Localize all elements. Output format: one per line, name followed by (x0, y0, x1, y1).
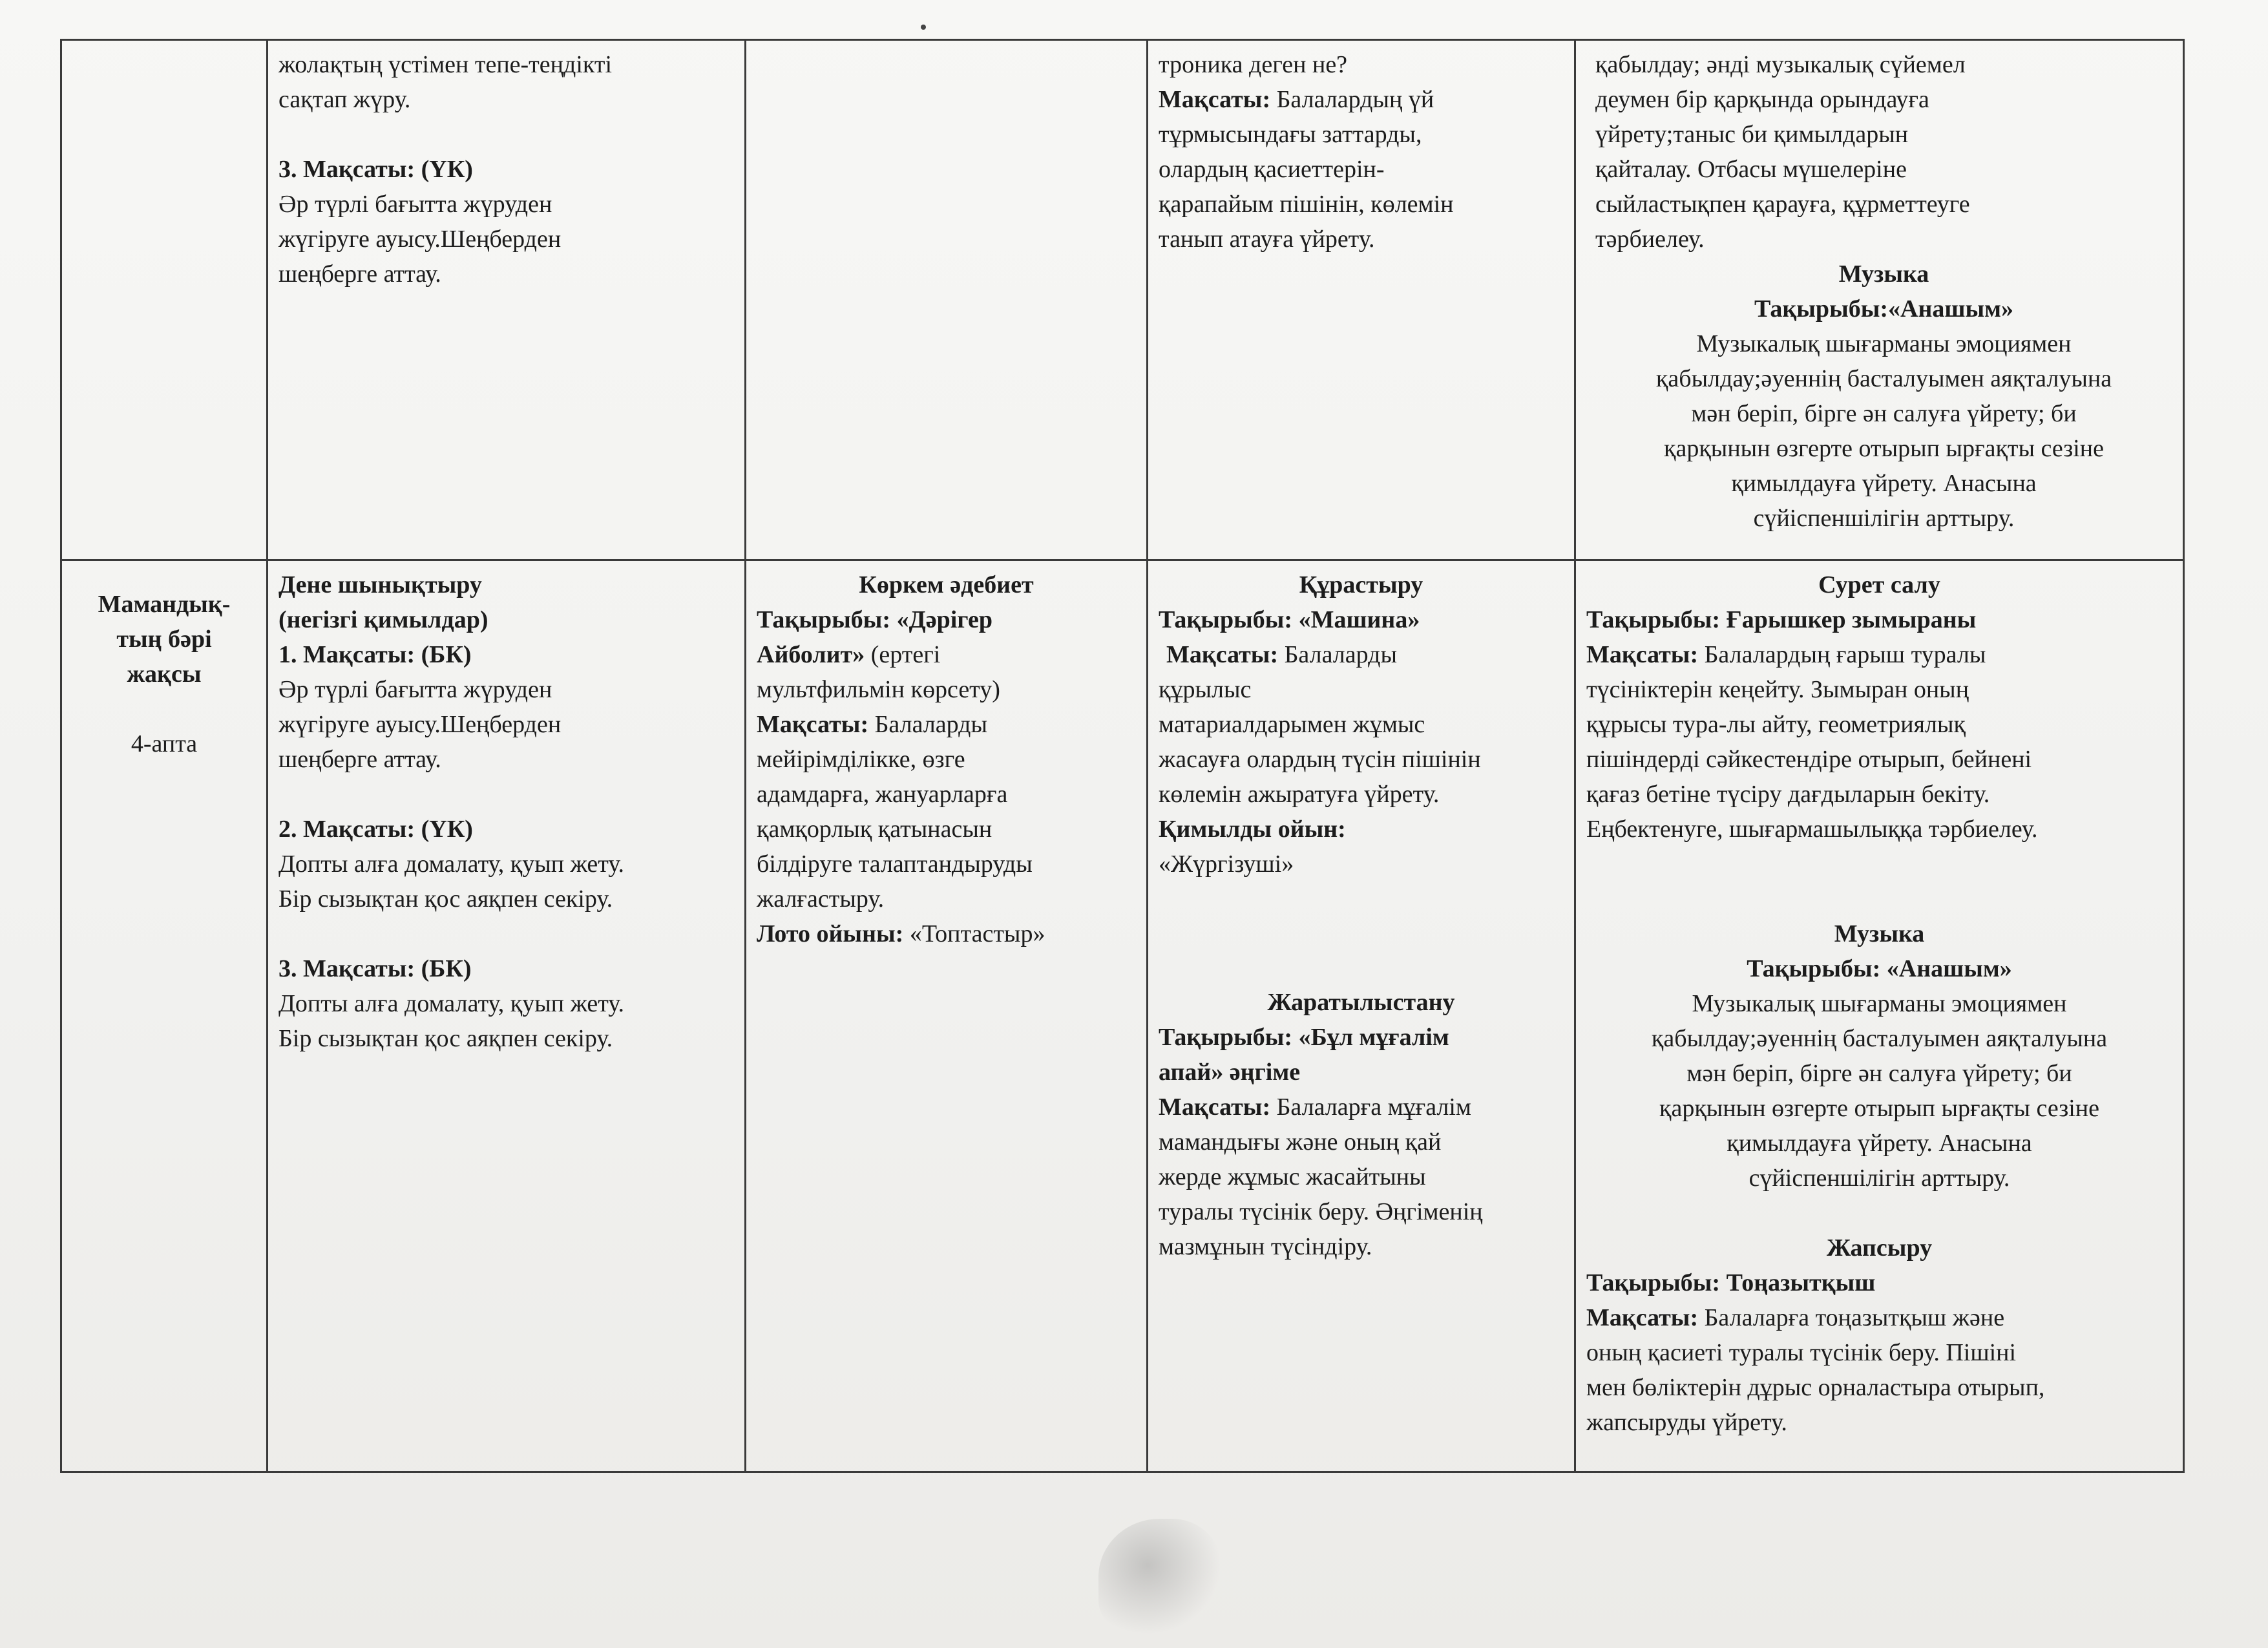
table-row (61, 40, 2184, 560)
week-topic-cell (61, 40, 268, 560)
week-theme-line: жақсы (127, 660, 202, 688)
scan-smudge (1098, 1519, 1221, 1635)
text-line: Музыкалық шығарманы эмоциямен (1696, 330, 2072, 357)
text-line: мен бөліктерін дұрыс орналастыра отырып, (1586, 1374, 2045, 1401)
goal-text: Балаларды (1278, 641, 1397, 668)
text-line: қағаз бетіне түсіру дағдыларын бекіту. (1586, 781, 1990, 808)
text-line: қимылдауға үйрету. Анасына (1727, 1130, 2032, 1157)
text-line: Әр түрлі бағытта жүруден (278, 191, 552, 218)
text-line: Музыкалық шығарманы эмоциямен (1692, 990, 2067, 1017)
text-line: мейірімділікке, өзге (757, 746, 965, 773)
goal-line (1159, 1090, 1564, 1125)
subject-heading: Жаратылыстану (1267, 989, 1455, 1016)
text-line: деумен бір қарқында орындауға (1595, 86, 1929, 113)
game-line (757, 916, 1136, 951)
text-line: қайталау. Отбасы мүшелеріне (1595, 156, 1907, 183)
goal-line (1159, 637, 1564, 672)
text-line: білдіруге талаптандыруды (757, 850, 1033, 878)
goal-label: Мақсаты: (1586, 641, 1699, 668)
goal-text: Балаларға тоңазытқыш және (1698, 1304, 2005, 1331)
topic-line: Тақырыбы: «Бұл мұғалім (1159, 1024, 1449, 1051)
goal-line (1586, 637, 2172, 672)
applique-heading: Жапсыру (1826, 1234, 1933, 1262)
goal-label: Мақсаты: (1159, 86, 1271, 113)
text-line: сүйіспеншілігін арттыру. (1753, 505, 2015, 532)
text-line: қарапайым пішінін, көлемін (1159, 191, 1454, 218)
weekly-plan-table (60, 39, 2185, 1473)
text-line: Допты алға домалату, қуып жету. (278, 990, 625, 1017)
text-line: оның қасиеті туралы түсінік беру. Пішіні (1586, 1339, 2017, 1366)
subject-subheading: (негізгі қимылдар) (278, 606, 488, 633)
text-line: жерде жұмыс жасайтыны (1159, 1163, 1426, 1190)
topic-line (757, 637, 1136, 672)
topic-line: Тақырыбы: Тоңазытқыш (1586, 1269, 1876, 1296)
text-line: қарқынын өзгерте отырып ырғақты сезіне (1664, 435, 2104, 462)
text-line: қамқорлық қатынасын (757, 816, 992, 843)
goal-text: Балаларды (868, 711, 987, 738)
text-line: тұрмысындағы заттарды, (1159, 121, 1422, 148)
topic-line: Тақырыбы: Ғарышкер зымыраны (1586, 606, 1977, 633)
text-line: Еңбектенуге, шығармашылыққа тәрбиелеу. (1586, 816, 2038, 843)
topic-line: Тақырыбы: «Дәрігер (757, 606, 993, 633)
text-line: қабылдау;әуеннің басталуымен аяқталуына (1651, 1025, 2108, 1052)
text-line: адамдарға, жануарларға (757, 781, 1008, 808)
text-line: қарқынын өзгерте отырып ырғақты сезіне (1659, 1095, 2099, 1122)
text-line: мазмұнын түсіндіру. (1159, 1233, 1372, 1260)
week-theme-line: тың бәрі (116, 626, 212, 653)
text-line: жалғастыру. (757, 885, 885, 913)
text-line: үйрету;таныс би қимылдарын (1595, 121, 1909, 148)
goal-text: Балалардың ғарыш туралы (1698, 641, 1986, 668)
text-line: сақтап жүру. (278, 86, 411, 113)
week-number: 4-апта (131, 730, 198, 757)
goal-label: Мақсаты: (1166, 641, 1279, 668)
text-line: көлемін ажыратуға үйрету. (1159, 781, 1440, 808)
text-line: жүгіруге ауысу.Шеңберден (278, 711, 562, 738)
table-row (61, 560, 2184, 1472)
text-line: қабылдау; әнді музыкалық сүйемел (1595, 51, 1966, 78)
goal-label: Мақсаты: (1159, 1093, 1271, 1121)
topic-line: апай» әңгіме (1159, 1059, 1301, 1086)
text-line: жапсыруды үйрету. (1586, 1409, 1787, 1436)
physical-education-cell (268, 560, 746, 1472)
text-line: сүйіспеншілігін арттыру. (1748, 1165, 2010, 1192)
text-line: олардың қасиеттерін- (1159, 156, 1385, 183)
text-line: түсініктерін кеңейту. Зымыран оның (1586, 676, 1969, 703)
text-line: троника деген не? (1159, 51, 1348, 78)
goal-line (1159, 82, 1564, 117)
topic-line: Тақырыбы: «Машина» (1159, 606, 1420, 633)
goal-title: 1. Мақсаты: (БК) (278, 641, 472, 668)
text-line: мән беріп, бірге ән салуға үйрету; би (1691, 400, 2077, 427)
text-line: сыйластықпен қарауға, құрметтеуге (1595, 191, 1970, 218)
scan-speck (921, 25, 926, 30)
text-line: жолақтың үстімен тепе-теңдікті (278, 51, 613, 78)
goal-text: Балаларға мұғалім (1270, 1093, 1471, 1121)
goal-title: 3. Мақсаты: (ҮК) (278, 156, 473, 183)
goal-label: Мақсаты: (757, 711, 869, 738)
text-line: танып атауға үйрету. (1159, 226, 1375, 253)
topic-title: Айболит» (757, 641, 865, 668)
construction-cell (1148, 560, 1575, 1472)
text-line: мультфильмін көрсету) (757, 676, 1000, 703)
text-line: Бір сызықтан қос аяқпен секіру. (278, 1025, 613, 1052)
text-line: туралы түсінік беру. Әңгіменің (1159, 1198, 1483, 1225)
topic-note: (ертегі (865, 641, 941, 668)
text-line: пішіндерді сәйкестендіре отырып, бейнені (1586, 746, 2032, 773)
subject-heading: Сурет салу (1818, 571, 1940, 598)
goal-title: 2. Мақсаты: (ҮК) (278, 816, 473, 843)
goal-line (1586, 1300, 2172, 1335)
goal-text: Балалардың үй (1270, 86, 1434, 113)
text-line: мән беріп, бірге ән салуға үйрету; би (1686, 1060, 2072, 1087)
game-label: Лото ойыны: (757, 920, 904, 947)
music-heading: Музыка (1838, 260, 1929, 288)
text-line: жасауға олардың түсін пішінін (1159, 746, 1481, 773)
goal-label: Мақсаты: (1586, 1304, 1699, 1331)
week-theme-line: Мамандық- (98, 591, 231, 618)
drawing-music-cell (1575, 40, 2184, 560)
text-line: құрысы тура-лы айту, геометриялық (1586, 711, 1966, 738)
literature-cell (746, 40, 1148, 560)
music-topic: Тақырыбы: «Анашым» (1747, 955, 2012, 982)
subject-heading: Көркем әдебиет (859, 571, 1034, 598)
construction-cell (1148, 40, 1575, 560)
text-line: Бір сызықтан қос аяқпен секіру. (278, 885, 613, 913)
music-heading: Музыка (1834, 920, 1925, 947)
drawing-music-cell (1575, 560, 2184, 1472)
subject-heading: Құрастыру (1299, 571, 1423, 598)
game-text: «Жүргізуші» (1159, 850, 1294, 878)
text-line: қабылдау;әуеннің басталуымен аяқталуына (1655, 365, 2112, 392)
text-line: Әр түрлі бағытта жүруден (278, 676, 552, 703)
literature-cell (746, 560, 1148, 1472)
goal-title: 3. Мақсаты: (БК) (278, 955, 472, 982)
text-line: шеңберге аттау. (278, 746, 441, 773)
text-line: құрылыс (1159, 676, 1252, 703)
game-text: «Топтастыр» (903, 920, 1045, 947)
text-line: шеңберге аттау. (278, 260, 441, 288)
text-line: матариалдарымен жұмыс (1159, 711, 1425, 738)
game-label: Қимылды ойын: (1159, 816, 1346, 843)
week-topic-cell (61, 560, 268, 1472)
goal-line (757, 707, 1136, 742)
text-line: мамандығы және оның қай (1159, 1128, 1442, 1156)
physical-education-cell (268, 40, 746, 560)
music-topic: Тақырыбы:«Анашым» (1754, 295, 2014, 322)
text-line: тәрбиелеу. (1595, 226, 1705, 253)
text-line: Допты алға домалату, қуып жету. (278, 850, 625, 878)
subject-heading: Дене шынықтыру (278, 571, 482, 598)
text-line: қимылдауға үйрету. Анасына (1731, 470, 2037, 497)
text-line: жүгіруге ауысу.Шеңберден (278, 226, 562, 253)
